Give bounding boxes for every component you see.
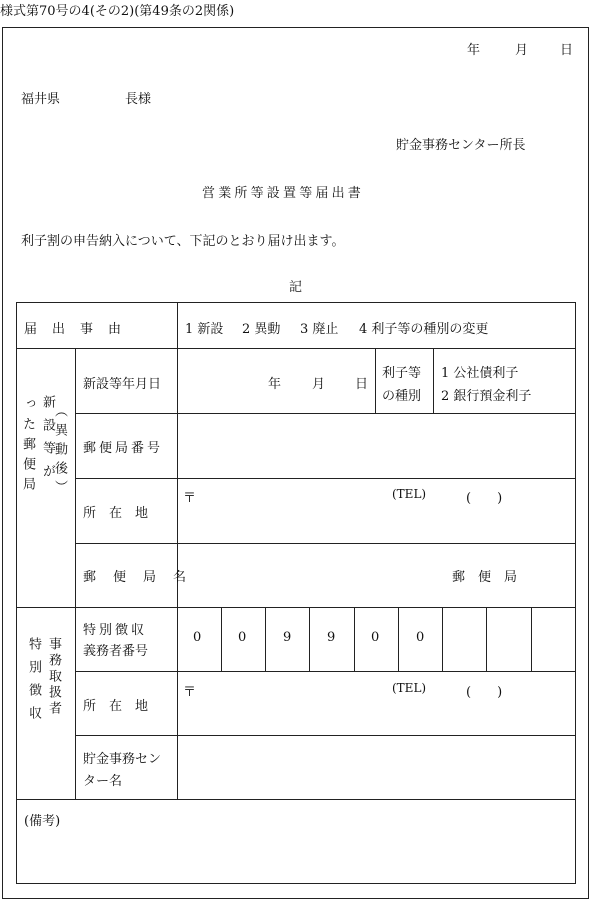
center-name-label-1: 貯金事務セン — [83, 752, 162, 767]
intro-text: 利子割の申告納入について、下記のとおり届け出ます。 — [21, 234, 345, 249]
post-office-tel-paren: ( ) — [466, 491, 503, 506]
collector-digit-1: 0 — [193, 630, 202, 645]
collector-digit-5: 0 — [371, 630, 380, 645]
establish-date-label: 新設等年月日 — [83, 377, 162, 392]
remarks-label: (備考) — [24, 814, 61, 829]
post-office-name-label: 郵 便 局 名 — [83, 570, 189, 585]
collector-number-label-2: 義務者番号 — [83, 644, 149, 659]
post-office-group-label-paren: （異動後） — [52, 404, 67, 499]
interest-kind-option-2[interactable]: 2 銀行預金利子 — [441, 389, 532, 404]
form-frame — [2, 27, 589, 899]
collector-postal-mark: 〒 — [183, 685, 197, 700]
document-title: 営業所等設置等届出書 — [202, 186, 365, 201]
addressee-suffix: 長様 — [125, 92, 152, 107]
establish-date-month: 月 — [312, 377, 326, 392]
sender: 貯金事務センター所長 — [396, 138, 526, 153]
collector-tel-label: (TEL) — [392, 681, 427, 695]
collector-digit-4: 9 — [327, 630, 336, 645]
post-office-tel-label: (TEL) — [392, 487, 427, 501]
center-name-label-2: ター名 — [83, 774, 123, 789]
form-code: 様式第70号の4(その2)(第49条の2関係) — [0, 4, 235, 19]
ki-label: 記 — [289, 280, 303, 295]
collector-group-label-a: 特別徴収 — [26, 637, 41, 729]
post-office-address-label: 所 在 地 — [83, 506, 149, 521]
interest-kind-label-2: の種別 — [382, 389, 422, 404]
addressee-prefecture: 福井県 — [21, 92, 61, 107]
post-office-group-label-b: った郵便局 — [20, 397, 35, 497]
postal-code-label: 郵便局番号 — [83, 441, 164, 456]
interest-kind-option-1[interactable]: 1 公社債利子 — [441, 366, 519, 381]
establish-date-day: 日 — [355, 377, 369, 392]
notification-label: 届 出 事 由 — [24, 322, 123, 337]
collector-digit-3: 9 — [283, 630, 292, 645]
notification-option-3[interactable]: 3 廃止 — [300, 322, 339, 337]
post-office-postal-mark: 〒 — [183, 491, 197, 506]
collector-digit-6: 0 — [416, 630, 425, 645]
collector-address-label: 所 在 地 — [83, 699, 149, 714]
collector-digit-2: 0 — [238, 630, 247, 645]
post-office-name-suffix: 郵 便 局 — [452, 570, 518, 585]
post-office-group-label-a: 新設等が — [40, 395, 55, 487]
collector-number-label-1: 特別徴収 — [83, 623, 148, 638]
date-month: 月 — [515, 43, 529, 58]
notification-option-2[interactable]: 2 異動 — [242, 322, 281, 337]
notification-option-1[interactable]: 1 新設 — [185, 322, 224, 337]
notification-option-4[interactable]: 4 利子等の種別の変更 — [359, 322, 489, 337]
collector-tel-paren: ( ) — [466, 685, 503, 700]
collector-group-label-b: 事務取扱者 — [46, 637, 61, 717]
establish-date-year: 年 — [268, 377, 282, 392]
interest-kind-label-1: 利子等 — [382, 366, 422, 381]
date-year: 年 — [467, 43, 481, 58]
date-day: 日 — [560, 43, 574, 58]
